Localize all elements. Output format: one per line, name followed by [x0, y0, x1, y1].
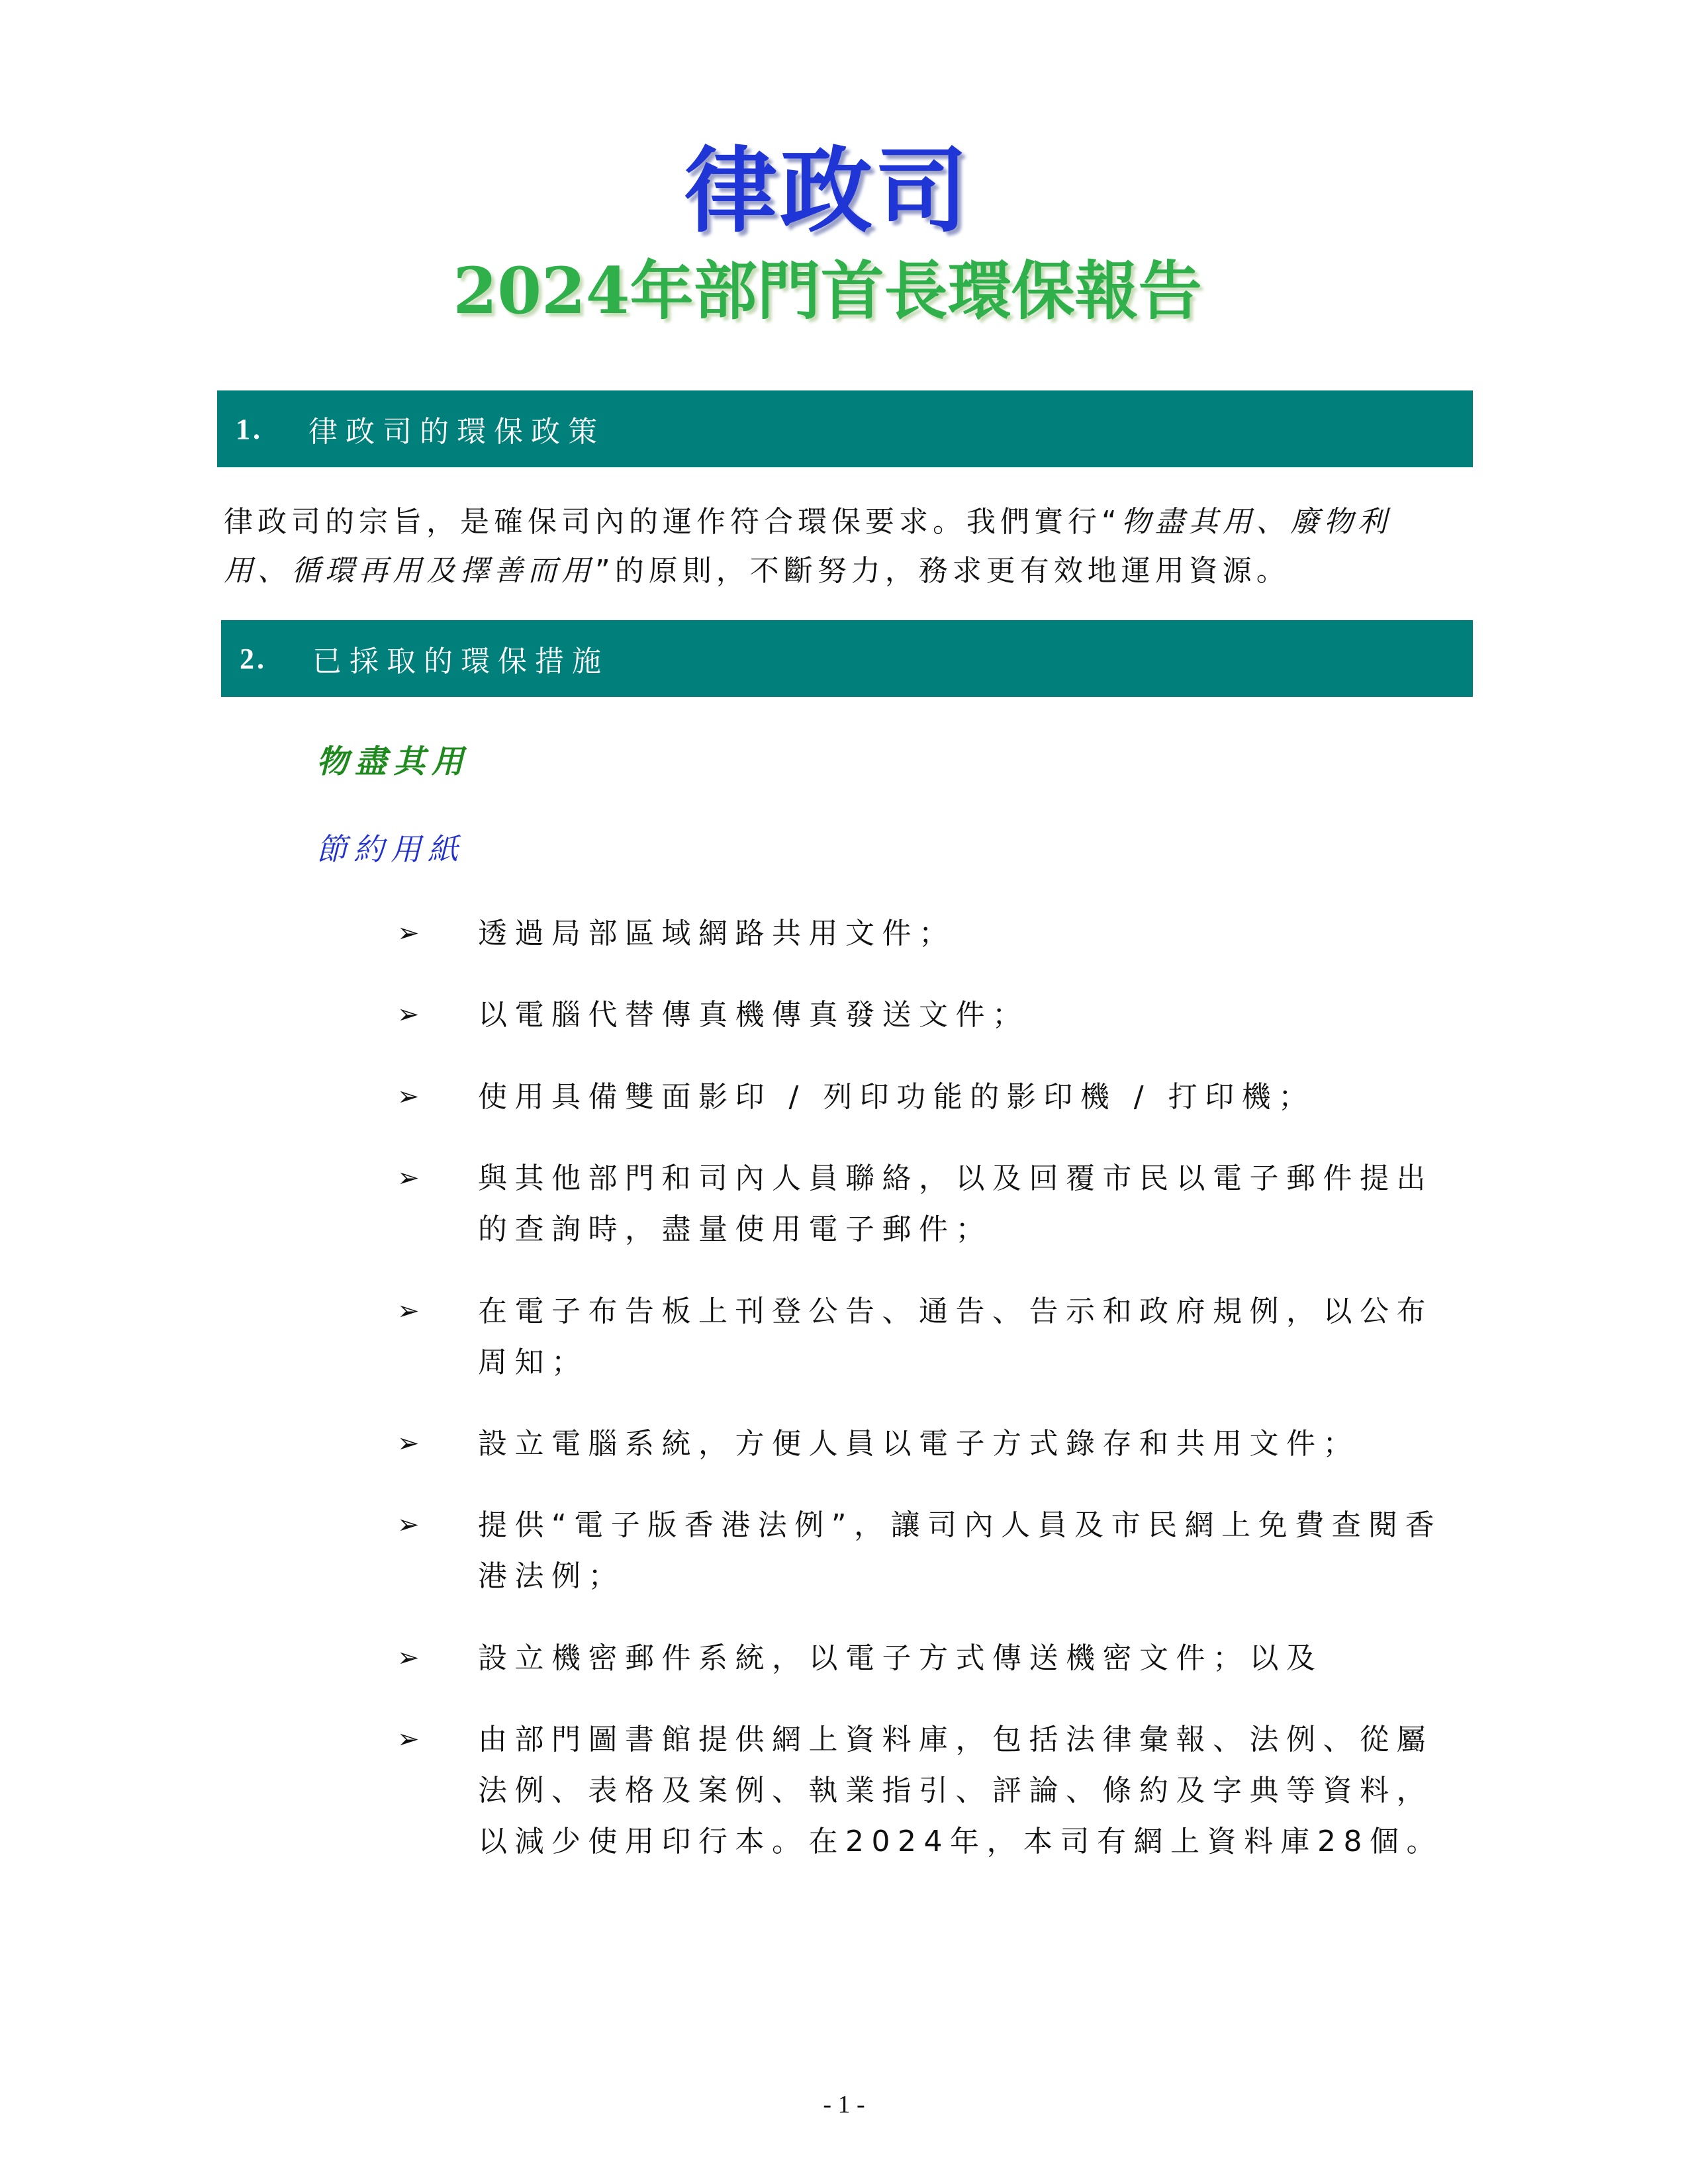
policy-text: 的原則，不斷努力，務求更有效地運用資源。 [614, 554, 1290, 588]
arrow-bullet-icon: ➢ [397, 999, 420, 1030]
policy-line-2 [224, 547, 1391, 596]
section-header-1 [217, 390, 1473, 467]
policy-text: 律政司的宗旨，是確保司內的運作符合環保要求。我們實行 [224, 505, 1102, 539]
list-item-line: 提供“電子版香港法例”，讓司內人員及市民網上免費查閱香 [478, 1508, 1442, 1542]
department-title: 律政司 [684, 138, 970, 246]
arrow-bullet-icon: ➢ [397, 918, 420, 948]
list-item-line: 設立機密郵件系統，以電子方式傳送機密文件；以及 [478, 1641, 1323, 1675]
list-item-line: 在電子布告板上刊登公告、通告、告示和政府規例，以公布 [478, 1295, 1433, 1328]
list-item-text [478, 989, 1451, 1040]
subheading-make-best-use: 物盡其用 [316, 743, 471, 780]
policy-paragraph [224, 498, 1391, 596]
quote-open: “ [1102, 505, 1121, 539]
list-item-line: 的查詢時，盡量使用電子郵件； [478, 1212, 992, 1246]
section-header-2 [221, 620, 1473, 697]
list-item-line: 由部門圖書館提供網上資料庫，包括法律彙報、法例、從屬 [478, 1723, 1433, 1756]
arrow-bullet-icon: ➢ [397, 1724, 420, 1754]
list-item-line: 設立電腦系統，方便人員以電子方式錄存和共用文件； [478, 1427, 1360, 1461]
section-title: 已採取的環保措施 [312, 645, 609, 678]
subheading-save-paper: 節約用紙 [316, 831, 465, 867]
list-item-text [478, 908, 1451, 959]
list-item-text [478, 1714, 1451, 1867]
policy-line-1 [224, 498, 1391, 547]
list-item-line: 港法例； [478, 1559, 625, 1593]
arrow-bullet-icon: ➢ [397, 1296, 420, 1326]
section-title: 律政司的環保政策 [308, 415, 605, 449]
list-item-line: 法例、表格及案例、執業指引、評論、條約及字典等資料， [478, 1774, 1433, 1807]
arrow-bullet-icon: ➢ [397, 1163, 420, 1193]
list-item-text [478, 1500, 1451, 1602]
list-item-line: 周知； [478, 1345, 588, 1379]
list-item-text [478, 1153, 1451, 1255]
section-number: 1. [236, 412, 263, 445]
list-item-line: 以電腦代替傳真機傳真發送文件； [478, 998, 1029, 1032]
arrow-bullet-icon: ➢ [397, 1428, 420, 1459]
list-item-text [478, 1286, 1451, 1388]
arrow-bullet-icon: ➢ [397, 1643, 420, 1673]
list-item-line: 使用具備雙面影印 / 列印功能的影印機 / 打印機； [478, 1080, 1315, 1114]
page-number: - 1 - [823, 2091, 865, 2118]
list-item-text [478, 1071, 1451, 1122]
policy-emphasis: 用、循環再用及擇善而用 [224, 554, 595, 588]
report-title: 2024年部門首長環保報告 [453, 253, 1202, 328]
policy-emphasis: 物盡其用、廢物利 [1121, 505, 1391, 539]
list-item-text [478, 1418, 1451, 1469]
list-item-line: 與其他部門和司內人員聯絡，以及回覆市民以電子郵件提出 [478, 1161, 1433, 1195]
quote-close: ” [595, 554, 615, 588]
list-item-text [478, 1633, 1451, 1684]
section-number: 2. [240, 642, 267, 675]
arrow-bullet-icon: ➢ [397, 1081, 420, 1112]
list-item-line: 透過局部區域網路共用文件； [478, 917, 956, 950]
list-item-line: 以減少使用印行本。在2024年，本司有網上資料庫28個。 [478, 1825, 1443, 1858]
arrow-bullet-icon: ➢ [397, 1510, 420, 1540]
